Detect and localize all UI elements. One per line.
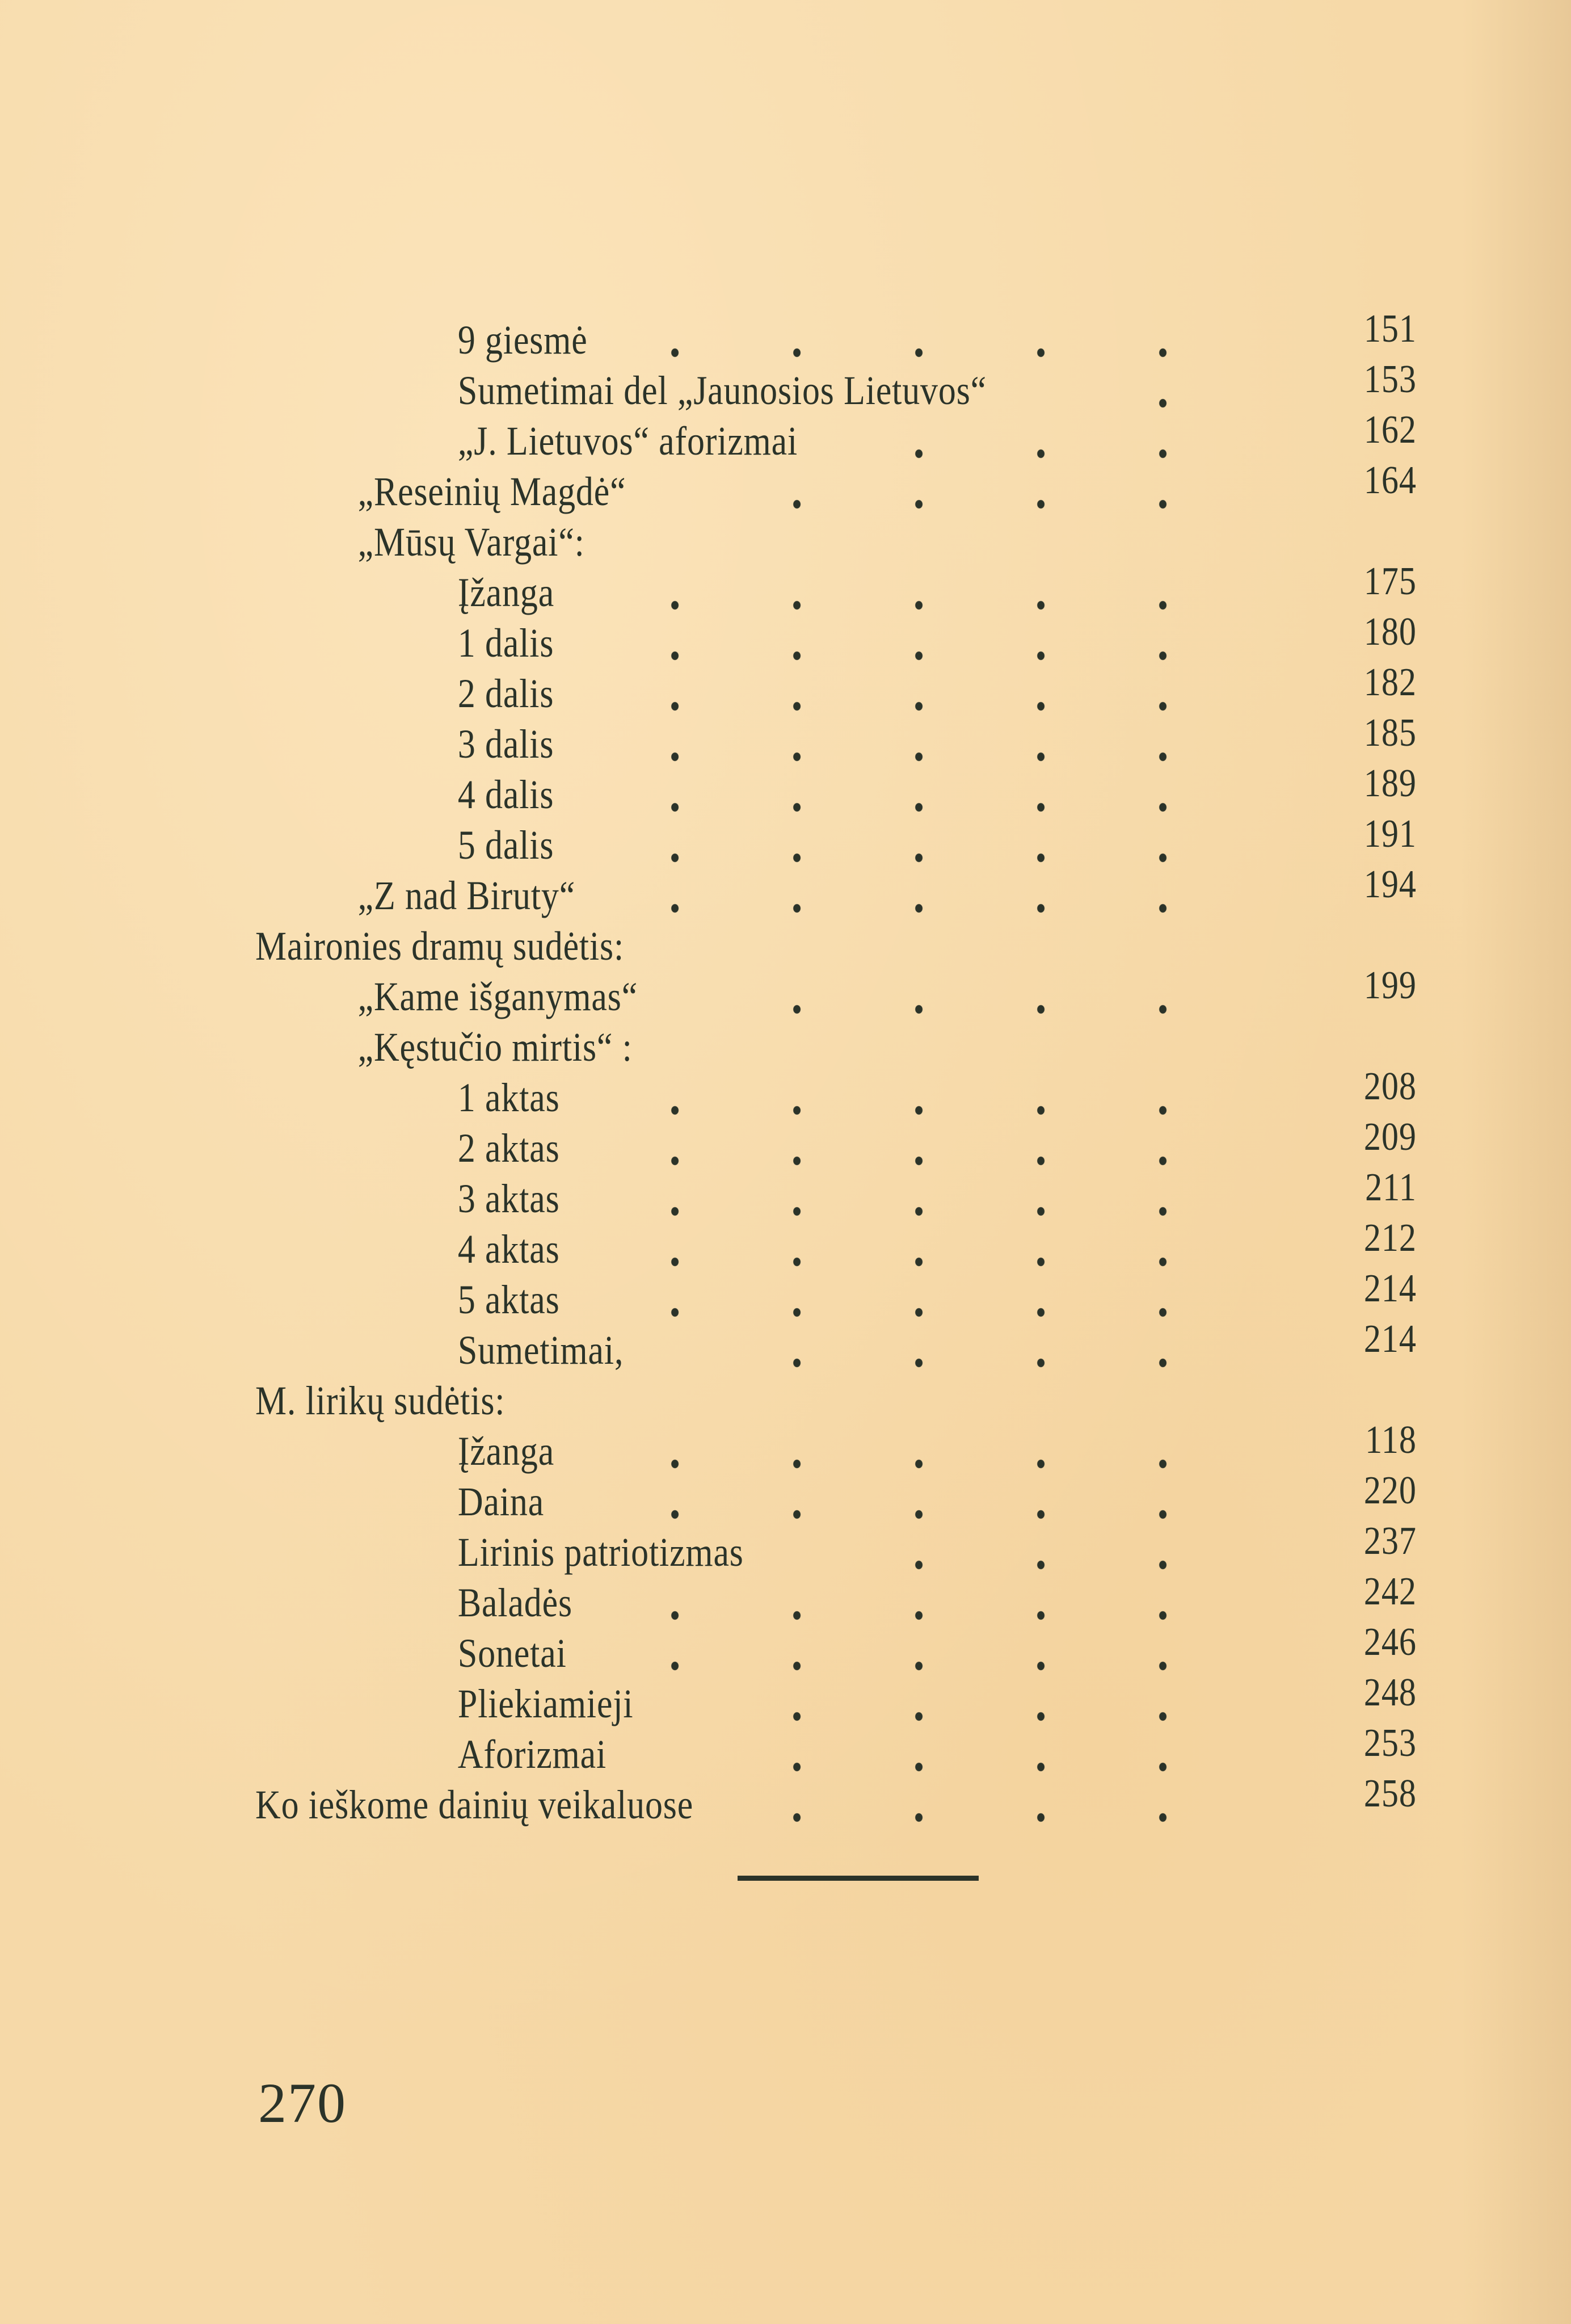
dot-leader [614,1426,1253,1477]
toc-entry-page-number: 162 [1363,408,1417,452]
toc-entry-page-number: 248 [1363,1671,1417,1714]
toc-entry [255,1065,1417,1123]
toc-entry [255,1620,1417,1679]
toc-entry-page-number: 211 [1365,1166,1417,1209]
toc-entry [255,1022,1295,1073]
toc-entry [255,1772,1417,1830]
toc-entry [255,863,1417,921]
dot-leader [736,1679,1253,1729]
dot-leader [614,1073,1253,1123]
toc-entry-page-number: 212 [1363,1216,1417,1260]
toc-entry [255,711,1417,770]
toc-entry [255,762,1417,820]
toc-entry-title: Sonetai [457,1630,567,1676]
toc-entry-page-number: 153 [1363,358,1417,401]
toc-entry-page-number: 220 [1363,1469,1417,1512]
toc-entry-title: „Mūsų Vargai“: [357,519,585,565]
page-number-folio: 270 [258,2071,347,2134]
toc-entry-title: „Reseinių Magdė“ [357,469,626,514]
dot-leader [614,669,1253,719]
toc-entry [255,1469,1417,1527]
dot-leader [614,1123,1253,1174]
dot-leader [736,1729,1253,1780]
toc-entry [255,1267,1417,1325]
toc-entry-title: Lirinis patriotizmas [457,1529,744,1575]
toc-entry-title: Baladės [457,1580,572,1625]
toc-entry-page-number: 191 [1363,812,1417,856]
toc-entry [255,1115,1417,1174]
toc-entry [255,1671,1417,1729]
toc-entry-title: Ko ieškome dainių veikaluose [255,1782,694,1827]
toc-entry-page-number: 237 [1363,1519,1417,1563]
toc-entry-title: 9 giesmė [457,317,588,363]
toc-entry-page-number: 214 [1363,1267,1417,1310]
toc-entry [255,1216,1417,1275]
dot-leader [614,1174,1253,1224]
toc-entry [255,560,1417,618]
toc-entry [255,459,1417,517]
toc-entry-title: Pliekiamieji [457,1681,634,1726]
toc-entry [255,517,1295,568]
toc-entry-title: 3 dalis [457,721,554,767]
dot-leader [614,315,1253,365]
toc-entry-page-number: 164 [1363,459,1417,502]
toc-entry [255,921,1295,972]
toc-entry-page-number: 180 [1363,610,1417,654]
toc-entry-title: 1 dalis [457,620,554,666]
toc-entry-title: „J. Lietuvos“ aforizmai [457,418,798,464]
dot-leader [614,1275,1253,1325]
dot-leader [858,416,1253,467]
toc-entry [255,812,1417,871]
toc-entry-page-number: 185 [1363,711,1417,755]
toc-entry [255,1721,1417,1780]
toc-entry [255,408,1417,467]
toc-entry [255,358,1417,416]
toc-entry-title: 2 aktas [457,1125,560,1171]
toc-entry-title: Įžanga [457,1428,555,1474]
toc-entry-page-number: 209 [1363,1115,1417,1159]
dot-leader [614,1477,1253,1527]
toc-entry [255,1166,1417,1224]
toc-entry [255,307,1417,365]
toc-entry [255,661,1417,719]
toc-entry-title: Maironies dramų sudėtis: [255,923,625,969]
toc-entry [255,1570,1417,1628]
dot-leader [858,1527,1253,1578]
dot-leader [1102,365,1253,416]
toc-entry-page-number: 258 [1363,1772,1417,1816]
dot-leader [614,770,1253,820]
toc-entry-title: 5 dalis [457,822,554,868]
toc-entry-title: Daina [457,1479,545,1524]
toc-entry-title: „Kame išganymas“ [357,974,638,1019]
toc-entry-title: Sumetimai, [457,1327,624,1373]
dot-leader [614,871,1253,921]
toc-entry [255,1418,1417,1477]
dot-leader [614,820,1253,871]
toc-entry [255,1376,1295,1426]
toc-entry-title: 4 aktas [457,1226,560,1272]
toc-entry [255,610,1417,669]
dot-leader [614,719,1253,770]
toc-entry-page-number: 214 [1363,1317,1417,1361]
toc-entry-title: 5 aktas [457,1277,560,1322]
toc-entry-title: 4 dalis [457,772,554,817]
toc-entry-title: Sumetimai del „Jaunosios Lietuvos“ [457,368,987,413]
dot-leader [614,1578,1253,1628]
toc-entry-page-number: 118 [1365,1418,1417,1462]
toc-entry-page-number: 189 [1363,762,1417,805]
end-rule-divider [738,1876,979,1881]
toc-entry-page-number: 199 [1363,964,1417,1007]
toc-entry-page-number: 242 [1363,1570,1417,1613]
dot-leader [736,1325,1253,1376]
toc-entry [255,964,1417,1022]
table-of-contents [255,307,1464,1830]
toc-entry [255,1519,1417,1578]
toc-entry-page-number: 175 [1363,560,1417,603]
toc-entry-page-number: 182 [1363,661,1417,704]
dot-leader [614,1224,1253,1275]
toc-entry-title: „Kęstučio mirtis“ : [357,1024,633,1070]
toc-entry-title: 3 aktas [457,1176,560,1221]
toc-entry-page-number: 151 [1363,307,1417,351]
toc-entry-title: Įžanga [457,570,555,615]
toc-entry-title: 1 aktas [457,1075,560,1120]
toc-entry-page-number: 246 [1363,1620,1417,1664]
toc-entry-title: „Z nad Biruty“ [357,873,576,918]
toc-entry-title: M. lirikų sudėtis: [255,1378,506,1423]
toc-entry [255,1317,1417,1376]
dot-leader [736,972,1253,1022]
toc-entry-title: 2 dalis [457,671,554,716]
toc-entry-page-number: 194 [1363,863,1417,906]
dot-leader [614,1628,1253,1679]
toc-entry-page-number: 208 [1363,1065,1417,1108]
dot-leader [736,1780,1253,1830]
toc-entry-title: Aforizmai [457,1732,607,1777]
dot-leader [614,618,1253,669]
dot-leader [614,568,1253,618]
toc-entry-page-number: 253 [1363,1721,1417,1765]
dot-leader [736,467,1253,517]
